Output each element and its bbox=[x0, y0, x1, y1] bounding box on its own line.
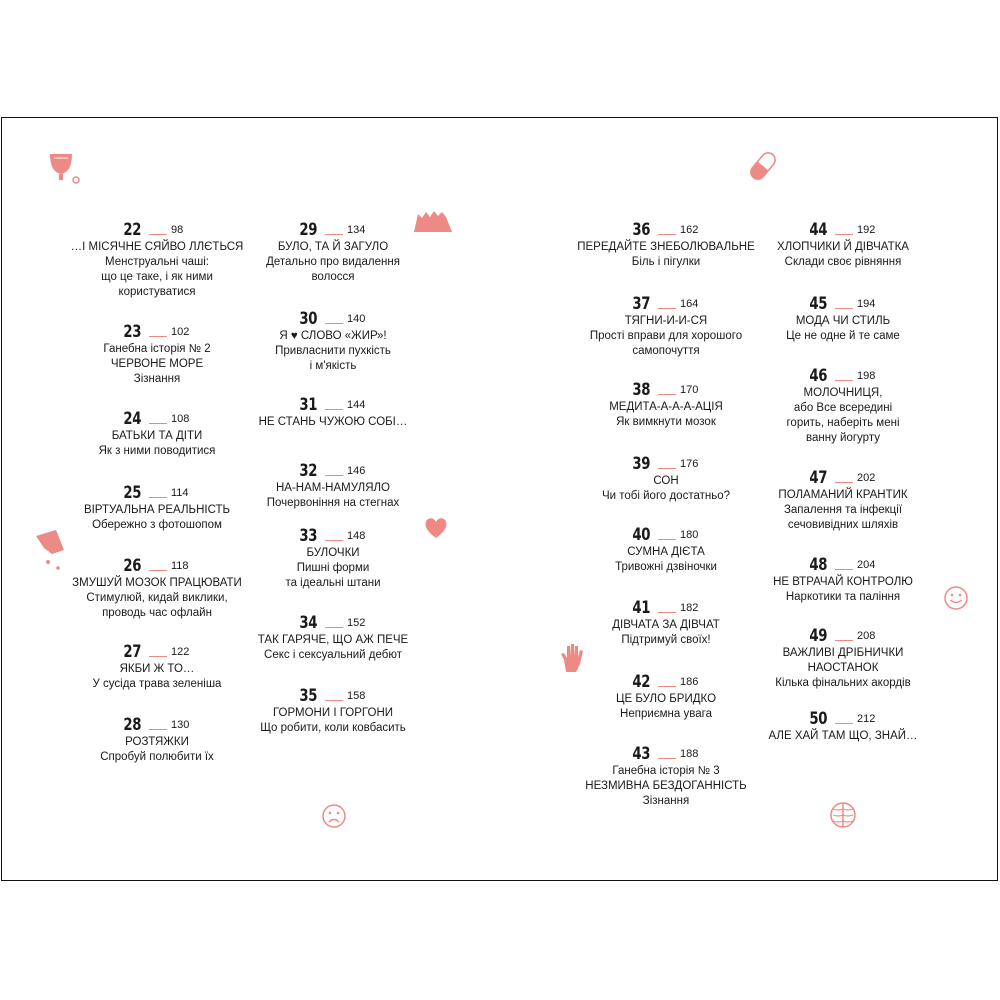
chapter-number: 23 bbox=[123, 322, 142, 342]
accent-rule bbox=[149, 336, 167, 337]
chapter-number-line bbox=[566, 523, 766, 545]
accent-rule bbox=[835, 569, 853, 570]
chapter-title-line: МОЛОЧНИЦЯ, bbox=[803, 387, 883, 399]
chapter-number: 26 bbox=[123, 556, 142, 576]
chapter-number: 39 bbox=[632, 454, 651, 474]
accent-rule bbox=[149, 729, 167, 730]
chapter-number-line bbox=[233, 684, 433, 706]
chapter-number: 40 bbox=[632, 525, 651, 545]
accent-rule bbox=[325, 409, 343, 410]
toc-entry[interactable] bbox=[57, 481, 257, 533]
chapter-number-line bbox=[233, 307, 433, 329]
toc-entry[interactable] bbox=[233, 611, 433, 663]
chapter-title-line: ХЛОПЧИКИ Й ДІВЧАТКА bbox=[777, 241, 909, 253]
accent-rule bbox=[835, 234, 853, 235]
chapter-title-line: НЕ ВТРАЧАЙ КОНТРОЛЮ bbox=[773, 576, 913, 588]
chapter-number: 46 bbox=[809, 366, 828, 386]
chapter-title-line: БАТЬКИ ТА ДІТИ bbox=[111, 430, 203, 442]
chapter-number: 37 bbox=[632, 294, 651, 314]
page-number: 148 bbox=[347, 530, 366, 542]
chapter-title-line: Почервоніння на стегнах bbox=[266, 497, 400, 509]
chapter-title-line: …І МІСЯЧНЕ СЯЙВО ЛЛЄТЬСЯ bbox=[70, 241, 244, 253]
chapter-number: 35 bbox=[299, 686, 318, 706]
chapter-number-line bbox=[566, 452, 766, 474]
menstrual-cup-icon bbox=[46, 150, 86, 186]
toc-entry[interactable] bbox=[566, 452, 766, 504]
chapter-title-line: Неприємна увага bbox=[620, 708, 712, 720]
chapter-title-line: Зізнання bbox=[642, 795, 690, 807]
chapter-number: 28 bbox=[123, 715, 142, 735]
chapter-title-line: У сусіда трава зеленіша bbox=[92, 678, 222, 690]
chapter-title-line: Спробуй полюбити їх bbox=[100, 751, 214, 763]
accent-rule bbox=[325, 323, 343, 324]
chapter-title-line: НЕ СТАНЬ ЧУЖОЮ СОБІ… bbox=[258, 416, 408, 428]
chapter-title-line: ЗМУШУЙ МОЗОК ПРАЦЮВАТИ bbox=[72, 577, 242, 589]
chapter-number-line bbox=[566, 596, 766, 618]
page-number: 140 bbox=[347, 313, 366, 325]
page-number: 108 bbox=[171, 413, 190, 425]
chapter-title-line: Наркотики та паління bbox=[785, 591, 901, 603]
chapter-title-line: НАОСТАНОК bbox=[807, 662, 879, 674]
toc-entry[interactable] bbox=[743, 466, 943, 533]
page-number: 176 bbox=[680, 458, 699, 470]
chapter-title-line: що це таке, і як ними bbox=[101, 271, 213, 283]
chapter-number: 44 bbox=[809, 220, 828, 240]
chapter-number-line bbox=[57, 218, 257, 240]
chapter-title-line: ВІРТУАЛЬНА РЕАЛЬНІСТЬ bbox=[83, 504, 231, 516]
toc-entry[interactable] bbox=[233, 307, 433, 374]
chapter-number-line bbox=[57, 481, 257, 503]
toc-entry[interactable] bbox=[743, 292, 943, 344]
chapter-title-line: горить, наберіть мені bbox=[786, 417, 900, 429]
chapter-title-line: користуватися bbox=[118, 286, 196, 298]
toc-entry[interactable] bbox=[743, 553, 943, 605]
page-number: 204 bbox=[857, 559, 876, 571]
chapter-title-line: Обережно з фотошопом bbox=[92, 519, 222, 531]
accent-rule bbox=[658, 539, 676, 540]
chapter-title-line: Запалення та інфекції bbox=[783, 504, 903, 516]
page-number: 144 bbox=[347, 399, 366, 411]
chapter-title-line: Ганебна історія № 3 bbox=[612, 765, 720, 777]
chapter-title-line: ЦЕ БУЛО БРИДКО bbox=[615, 693, 717, 705]
chapter-number-line bbox=[566, 218, 766, 240]
page-number: 188 bbox=[680, 748, 699, 760]
chapter-title-line: БУЛОЧКИ bbox=[306, 547, 360, 559]
chapter-number: 27 bbox=[123, 642, 142, 662]
accent-rule bbox=[325, 627, 343, 628]
chapter-title-line: ванну йогурту bbox=[806, 432, 880, 444]
chapter-title-line: Стимулюй, кидай виклики, bbox=[86, 592, 228, 604]
toc-entry[interactable] bbox=[566, 670, 766, 722]
accent-rule bbox=[325, 475, 343, 476]
chapter-number: 30 bbox=[299, 309, 318, 329]
chapter-number: 41 bbox=[632, 598, 651, 618]
chapter-title-line: ВАЖЛИВІ ДРІБНИЧКИ bbox=[782, 647, 904, 659]
chapter-title-line: Чи тобі його достатньо? bbox=[601, 490, 731, 502]
chapter-number-line bbox=[57, 320, 257, 342]
chapter-title-line: Що робити, коли ковбасить bbox=[260, 722, 406, 734]
chapter-number-line bbox=[233, 611, 433, 633]
page-number: 180 bbox=[680, 529, 699, 541]
toc-entry[interactable] bbox=[566, 378, 766, 430]
chapter-title-line: ТАК ГАРЯЧЕ, ЩО АЖ ПЕЧЕ bbox=[257, 634, 409, 646]
toc-entry[interactable] bbox=[566, 292, 766, 359]
chapter-title-line: Як з ними поводитися bbox=[98, 445, 216, 457]
toc-entry[interactable] bbox=[743, 624, 943, 691]
toc-entry[interactable] bbox=[57, 218, 257, 300]
toc-entry[interactable] bbox=[566, 523, 766, 575]
page-number: 212 bbox=[857, 713, 876, 725]
page-number: 198 bbox=[857, 370, 876, 382]
page-number: 118 bbox=[171, 560, 189, 572]
page-number: 152 bbox=[347, 617, 366, 629]
chapter-number-line bbox=[233, 459, 433, 481]
page-number: 114 bbox=[171, 487, 189, 499]
accent-rule bbox=[658, 758, 676, 759]
chapter-number-line bbox=[233, 218, 433, 240]
accent-rule bbox=[325, 234, 343, 235]
toc-entry[interactable] bbox=[566, 596, 766, 648]
toc-entry[interactable] bbox=[743, 707, 943, 744]
accent-rule bbox=[658, 234, 676, 235]
chapter-number-line bbox=[57, 407, 257, 429]
accent-rule bbox=[149, 234, 167, 235]
chapter-title-line: волосся bbox=[311, 271, 355, 283]
chapter-title-line: і м'якість bbox=[309, 360, 357, 372]
chapter-number-line bbox=[743, 553, 943, 575]
chapter-number: 43 bbox=[632, 744, 651, 764]
chapter-title-line: ГОРМОНИ І ГОРГОНИ bbox=[272, 707, 394, 719]
accent-rule bbox=[658, 308, 676, 309]
chapter-number-line bbox=[743, 292, 943, 314]
chapter-title-line: СУМНА ДІЄТА bbox=[627, 546, 705, 558]
chapter-number-line bbox=[566, 670, 766, 692]
toc-entry[interactable] bbox=[57, 640, 257, 692]
accent-rule bbox=[658, 686, 676, 687]
accent-rule bbox=[149, 570, 167, 571]
page-number: 164 bbox=[680, 298, 699, 310]
chapter-number-line bbox=[233, 393, 433, 415]
chapter-number: 33 bbox=[299, 526, 318, 546]
chapter-number: 48 bbox=[809, 555, 828, 575]
toc-entry[interactable] bbox=[743, 218, 943, 270]
chapter-title-line: Пишні форми bbox=[296, 562, 370, 574]
chapter-title-line: Я ♥ СЛОВО «ЖИР»! bbox=[279, 330, 387, 342]
smiley-icon bbox=[943, 585, 969, 611]
page-number: 102 bbox=[171, 326, 190, 338]
chapter-number: 50 bbox=[809, 709, 828, 729]
chapter-number: 29 bbox=[299, 220, 318, 240]
chapter-title-line: Підтримуй своїх! bbox=[621, 634, 711, 646]
chapter-number-line bbox=[57, 640, 257, 662]
page-number: 202 bbox=[857, 472, 876, 484]
chapter-title-line: МЕДИТА-А-А-А-АЦІЯ bbox=[609, 401, 723, 413]
chapter-number: 49 bbox=[809, 626, 828, 646]
chapter-title-line: СОН bbox=[653, 475, 679, 487]
chapter-number-line bbox=[233, 524, 433, 546]
chapter-title-line: МОДА ЧИ СТИЛЬ bbox=[795, 315, 891, 327]
toc-entry[interactable] bbox=[233, 218, 433, 285]
chapter-number: 31 bbox=[299, 395, 318, 415]
toc-entry[interactable] bbox=[57, 554, 257, 621]
chapter-title-line: Секс і сексуальний дебют bbox=[264, 649, 402, 661]
toc-entry[interactable] bbox=[57, 407, 257, 459]
chapter-number: 32 bbox=[299, 461, 318, 481]
page-number: 186 bbox=[680, 676, 699, 688]
accent-rule bbox=[149, 656, 167, 657]
chapter-number-line bbox=[57, 713, 257, 735]
chapter-title-line: НА-НАМ-НАМУЛЯЛО bbox=[275, 482, 390, 494]
chapter-number: 38 bbox=[632, 380, 651, 400]
accent-rule bbox=[835, 380, 853, 381]
chapter-title-line: ЯКБИ Ж ТО… bbox=[119, 663, 195, 675]
page-number: 192 bbox=[857, 224, 876, 236]
accent-rule bbox=[149, 497, 167, 498]
chapter-number: 45 bbox=[809, 294, 828, 314]
chapter-number-line bbox=[57, 554, 257, 576]
chapter-title-line: БУЛО, ТА Й ЗАГУЛО bbox=[277, 241, 389, 253]
page-number: 182 bbox=[680, 602, 699, 614]
page-number: 130 bbox=[171, 719, 190, 731]
chapter-title-line: Прості вправи для хорошого bbox=[589, 330, 743, 342]
chapter-title-line: НЕЗМИВНА БЕЗДОГАННІСТЬ bbox=[585, 780, 747, 792]
chapter-title-line: самопочуття bbox=[632, 345, 700, 357]
chapter-number-line bbox=[743, 624, 943, 646]
accent-rule bbox=[325, 540, 343, 541]
chapter-title-line: Тривожні дзвіночки bbox=[615, 561, 717, 573]
page-number: 98 bbox=[171, 224, 184, 236]
chapter-number: 47 bbox=[809, 468, 828, 488]
chapter-title-line: Менструальні чаші: bbox=[105, 256, 209, 268]
accent-rule bbox=[835, 308, 853, 309]
page-number: 194 bbox=[857, 298, 876, 310]
chapter-title-line: ДІВЧАТА ЗА ДІВЧАТ bbox=[612, 619, 720, 631]
accent-rule bbox=[149, 423, 167, 424]
pill-icon bbox=[748, 148, 778, 184]
chapter-title-line: Це не одне й те саме bbox=[786, 330, 900, 342]
brain-icon bbox=[828, 800, 858, 830]
toc-entry[interactable] bbox=[233, 684, 433, 736]
toc-entry[interactable] bbox=[57, 320, 257, 387]
chapter-title-line: проводь час офлайн bbox=[102, 607, 212, 619]
chapter-title-line: Біль і пігулки bbox=[631, 256, 701, 268]
page-number: 122 bbox=[171, 646, 190, 658]
chapter-number-line bbox=[566, 378, 766, 400]
page-number: 208 bbox=[857, 630, 876, 642]
chapter-number-line bbox=[743, 707, 943, 729]
sad-face-icon bbox=[321, 803, 347, 829]
page-number: 146 bbox=[347, 465, 366, 477]
accent-rule bbox=[835, 482, 853, 483]
toc-entry[interactable] bbox=[233, 524, 433, 591]
accent-rule bbox=[658, 394, 676, 395]
chapter-title-line: Склади своє рівняння bbox=[784, 256, 902, 268]
chapter-title-line: сечовивідних шляхів bbox=[787, 519, 899, 531]
accent-rule bbox=[658, 468, 676, 469]
toc-entry[interactable] bbox=[743, 364, 943, 446]
chapter-title-line: ПЕРЕДАЙТЕ ЗНЕБОЛЮВАЛЬНЕ bbox=[577, 241, 755, 253]
toc-entry[interactable] bbox=[233, 393, 433, 430]
page-number: 134 bbox=[347, 224, 366, 236]
chapter-number: 22 bbox=[123, 220, 142, 240]
chapter-number-line bbox=[566, 292, 766, 314]
chapter-title-line: або Все всередині bbox=[793, 402, 893, 414]
page-number: 158 bbox=[347, 690, 366, 702]
accent-rule bbox=[835, 723, 853, 724]
chapter-title-line: Зізнання bbox=[133, 373, 181, 385]
accent-rule bbox=[325, 700, 343, 701]
chapter-title-line: Як вимкнути мозок bbox=[616, 416, 716, 428]
chapter-number-line bbox=[566, 742, 766, 764]
chapter-title-line: Ганебна історія № 2 bbox=[103, 343, 211, 355]
chapter-title-line: Детально про видалення bbox=[266, 256, 400, 268]
chapter-title-line: Привласнити пухкість bbox=[275, 345, 391, 357]
page-number: 162 bbox=[680, 224, 699, 236]
chapter-title-line: РОЗТЯЖКИ bbox=[125, 736, 189, 748]
chapter-title-line: ПОЛАМАНИЙ КРАНТИК bbox=[778, 489, 908, 501]
chapter-number: 34 bbox=[299, 613, 318, 633]
chapter-number: 36 bbox=[632, 220, 651, 240]
toc-entry[interactable] bbox=[57, 713, 257, 765]
accent-rule bbox=[658, 612, 676, 613]
chapter-number: 42 bbox=[632, 672, 651, 692]
chapter-number-line bbox=[743, 218, 943, 240]
toc-entry[interactable] bbox=[566, 742, 766, 809]
accent-rule bbox=[835, 640, 853, 641]
chapter-title-line: та ідеальні штани bbox=[285, 577, 381, 589]
page-number: 170 bbox=[680, 384, 699, 396]
chapter-title-line: ТЯГНИ-И-И-СЯ bbox=[624, 315, 708, 327]
chapter-number: 24 bbox=[123, 409, 142, 429]
chapter-title-line: Кілька фінальних акордів bbox=[775, 677, 911, 689]
chapter-number: 25 bbox=[123, 483, 142, 503]
chapter-title-line: АЛЕ ХАЙ ТАМ ЩО, ЗНАЙ… bbox=[768, 730, 918, 742]
chapter-title-line: ЧЕРВОНЕ МОРЕ bbox=[110, 358, 204, 370]
toc-entry[interactable] bbox=[566, 218, 766, 270]
chapter-number-line bbox=[743, 466, 943, 488]
chapter-number-line bbox=[743, 364, 943, 386]
toc-entry[interactable] bbox=[233, 459, 433, 511]
